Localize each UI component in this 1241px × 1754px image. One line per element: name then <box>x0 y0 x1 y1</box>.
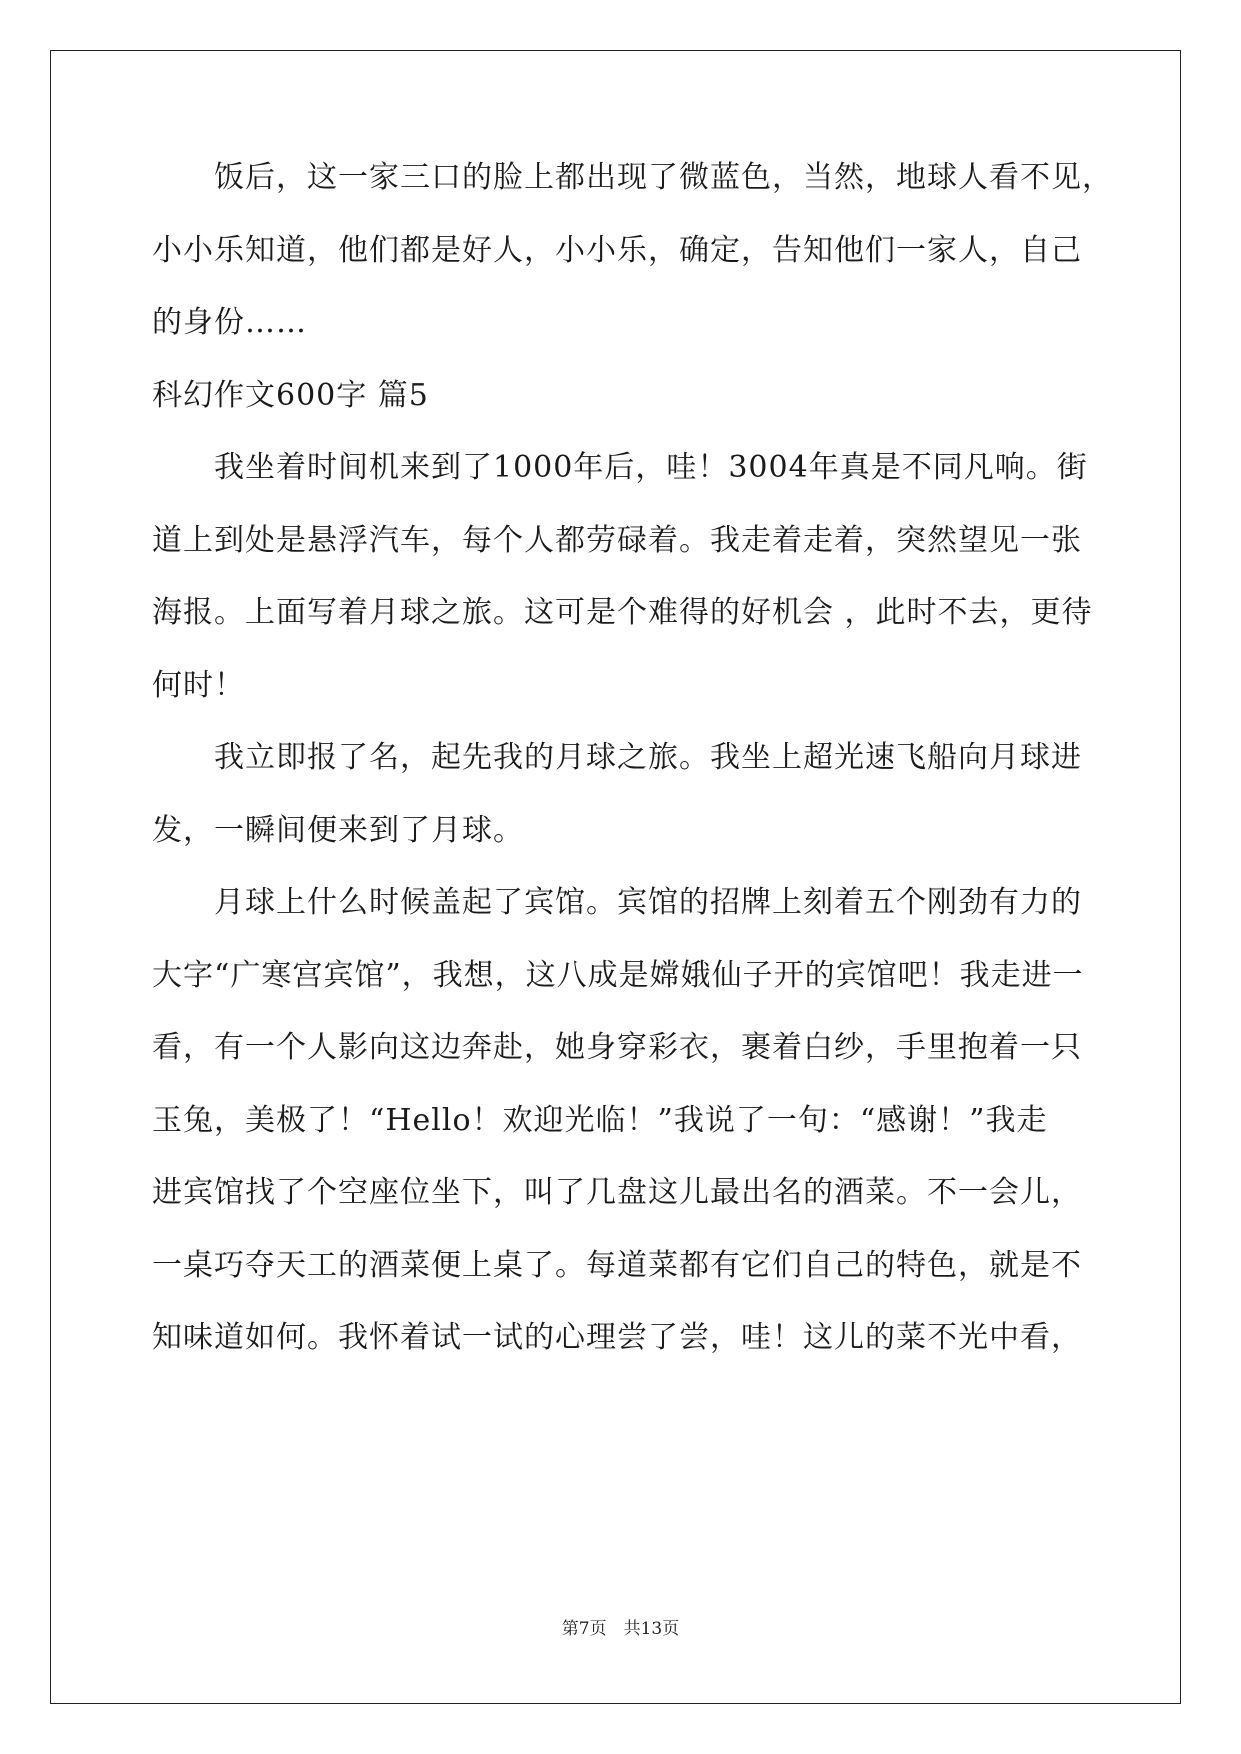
text-line: 饭后，这一家三口的脸上都出现了微蓝色，当然，地球人看不见， <box>152 160 1113 195</box>
text-line: 何时！ <box>152 668 245 703</box>
text-line: 小小乐知道，他们都是好人，小小乐，确定，告知他们一家人，自己 <box>152 233 1082 268</box>
text-line: 玉兔，美极了！“Hello！欢迎光临！”我说了一句：“感谢！”我走 <box>152 1103 1048 1138</box>
text-line: 月球上什么时候盖起了宾馆。宾馆的招牌上刻着五个刚劲有力的 <box>152 885 1082 920</box>
page-footer: 第7页 共13页 <box>561 1619 680 1639</box>
text-line: 海报。上面写着月球之旅。这可是个难得的好机会 ，此时不去，更待 <box>152 595 1093 630</box>
text-line: 的身份…… <box>152 305 307 340</box>
text-line: 道上到处是悬浮汽车，每个人都劳碌着。我走着走着，突然望见一张 <box>152 523 1082 558</box>
text-line: 一桌巧夺天工的酒菜便上桌了。每道菜都有它们自己的特色，就是不 <box>152 1248 1082 1283</box>
text-line: 发，一瞬间便来到了月球。 <box>152 813 524 848</box>
text-line: 知味道如何。我怀着试一试的心理尝了尝，哇！这儿的菜不光中看， <box>152 1320 1082 1355</box>
text-line: 大字“广寒宫宾馆”，我想，这八成是嫦娥仙子开的宾馆吧！我走进一 <box>152 958 1084 993</box>
page-border <box>50 50 1181 1704</box>
text-line: 我坐着时间机来到了1000年后，哇！3004年真是不同凡响。街 <box>152 450 1088 485</box>
text-line: 看，有一个人影向这边奔赴，她身穿彩衣，裹着白纱，手里抱着一只 <box>152 1030 1082 1065</box>
section-heading: 科幻作文600字 篇5 <box>152 378 429 413</box>
text-line: 进宾馆找了个空座位坐下，叫了几盘这儿最出名的酒菜。不一会儿， <box>152 1175 1082 1210</box>
text-line: 我立即报了名，起先我的月球之旅。我坐上超光速飞船向月球进 <box>152 740 1082 775</box>
